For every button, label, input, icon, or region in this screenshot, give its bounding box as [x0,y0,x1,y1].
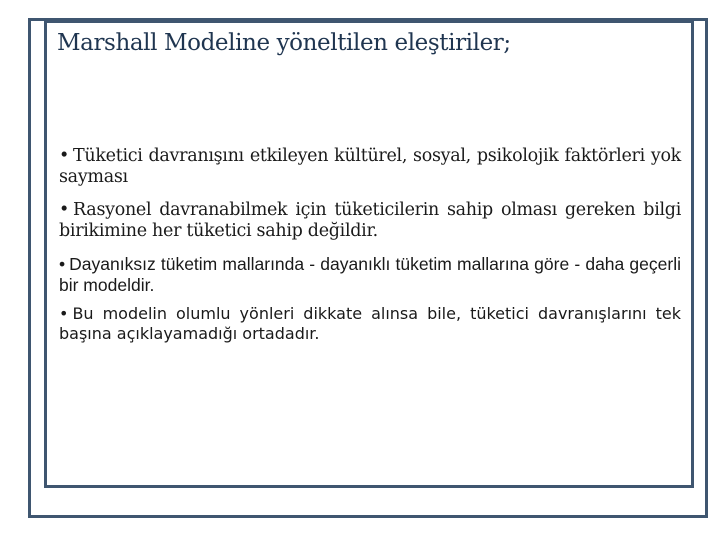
bullet-item [59,146,681,188]
bullet-text: Bu modelin olumlu yönleri dikkate alınsa bile, tüketici davranışlarını tek başına açıklayamadığı ortadadır. [59,304,681,343]
slide-title: Marshall Modeline yöneltilen eleştiriler; [57,30,511,56]
bullet-text: Dayanıksız tüketim mallarında - dayanıklı tüketim mallarına göre - daha geçerli bir modeldir. [59,254,681,295]
bullet-symbol: • [59,254,66,274]
bullet-symbol: • [59,146,70,166]
bullet-symbol: • [59,200,70,220]
bullet-list [59,146,681,354]
bullet-item [59,254,681,296]
bullet-item [59,304,681,344]
bullet-symbol: • [59,304,69,323]
bullet-text: Rasyonel davranabilmek için tüketicilerin sahip olması gereken bilgi birikimine her tüketici sahip değildir. [59,200,681,241]
bullet-item [59,200,681,242]
bullet-text: Tüketici davranışını etkileyen kültürel, sosyal, psikolojik faktörleri yok sayması [59,146,681,187]
